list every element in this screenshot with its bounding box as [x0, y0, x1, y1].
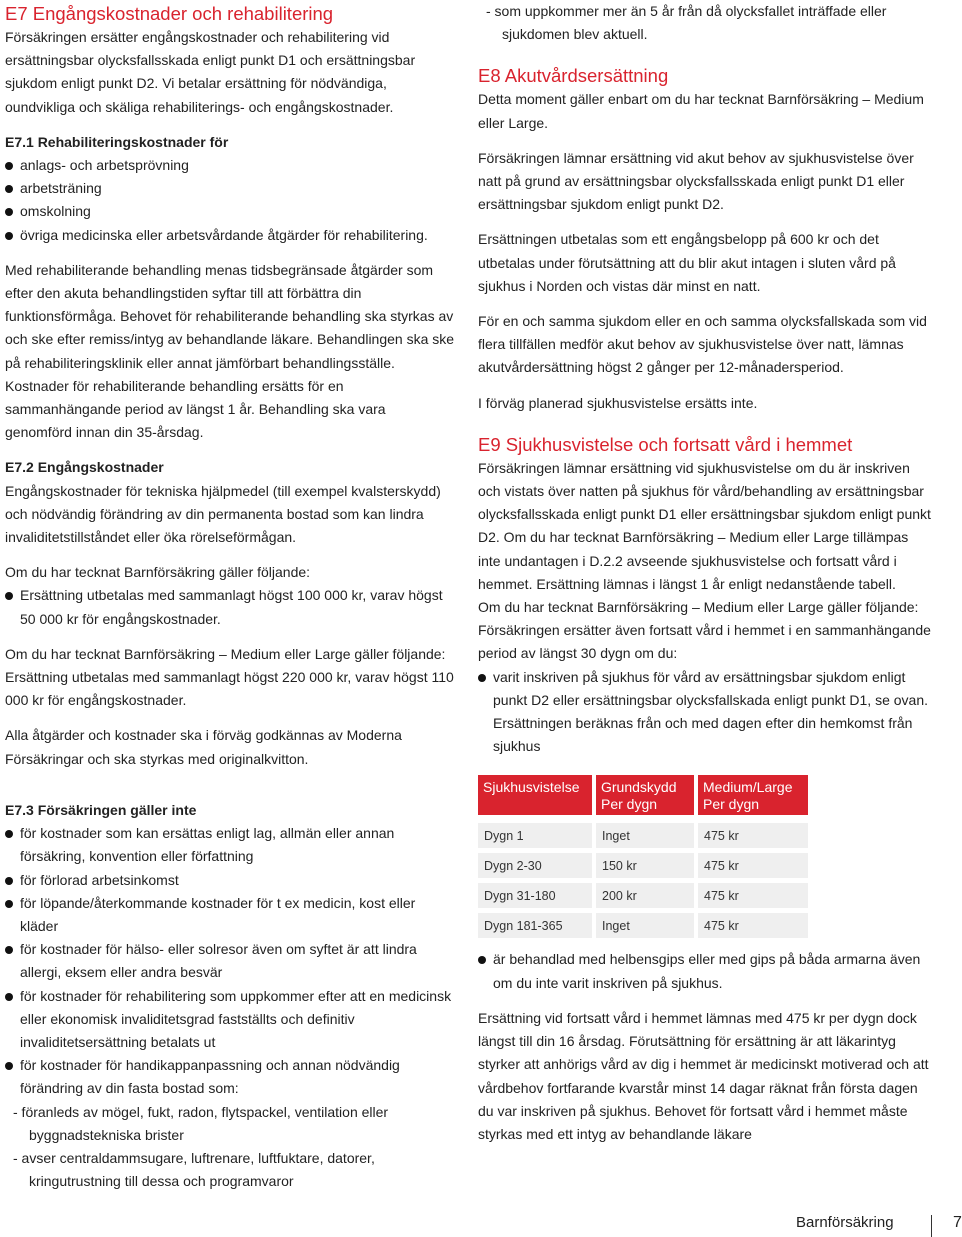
dash-item: - föranleds av mögel, fukt, radon, flytspackel, ventilation eller byggnadstekniska brister [13, 1103, 389, 1143]
right-column [478, 0, 933, 1146]
list-item: arbetsträning [5, 177, 455, 200]
table-cell: 200 kr [596, 883, 694, 908]
list-item: för löpande/återkommande kostnader för t ex medicin, kost eller kläder [5, 892, 455, 938]
e9-p2: Om du har tecknat Barnförsäkring – Medium eller Large gäller följande: Försäkringen ersätter även fortsatt vård i hemmet i en sammanhängande period av längst 30 dygn om du: [478, 599, 931, 662]
left-column [5, 0, 455, 1193]
e72-medium: Om du har tecknat Barnförsäkring – Medium eller Large gäller följande: Ersättning utbetalas med sammanlagt högst 220 000 kr, varav högst 110 000 kr för engångskostnader. [5, 645, 454, 709]
table-cell: 475 kr [698, 883, 808, 908]
e72-barn-list [5, 584, 455, 630]
dash-item: - som uppkommer mer än 5 år från då olycksfallet inträffade eller sjukdomen blev aktuell. [486, 3, 887, 43]
table-row [478, 883, 813, 908]
e71-text: Med rehabiliterande behandling menas tidsbegränsade åtgärder som efter den akuta behandlingstiden syftar till att förbättra din funktionsförmåga. Behovet för rehabiliterande behandling ska styrkas av och ske efter remiss/intyg av behandlande läkare. Behandlingen ska ske på rehabiliteringsklinik eller annat jämförbart behandlingsställe. Kostnader för rehabiliterande behandling ersätts för en sammanhängande period av längst 1 år. Behandling ska vara genomförd innan din 35-årsdag. [5, 261, 455, 441]
footer-brand-text: Barnförsäkring [796, 1214, 894, 1231]
e8-p1: Detta moment gäller enbart om du har tecknat Barnförsäkring – Medium eller Large. [478, 91, 924, 131]
e72-godkann: Alla åtgärder och kostnader ska i förväg godkännas av Moderna Försäkringar och ska styrkas med originalkvitton. [5, 727, 402, 767]
list-item: för kostnader för hälso- eller solresor även om syftet är att lindra allergi, eksem eller andra besvär [5, 938, 455, 984]
footer-divider [931, 1215, 932, 1237]
list-item: omskolning [5, 200, 455, 223]
e8-p2: Försäkringen lämnar ersättning vid akut behov av sjukhusvistelse över natt på grund av ersättningsbar olycksfallsskada enligt punkt D1 eller ersättningsbar sjukdom enligt punkt D2. [478, 149, 914, 213]
table-row [478, 823, 813, 848]
table-cell: Inget [596, 823, 694, 848]
list-item: anlags- och arbetsprövning [5, 154, 455, 177]
footer-brand [796, 1211, 894, 1234]
table-row [478, 913, 813, 938]
e72-heading: E7.2 Engångskostnader [5, 459, 164, 476]
e9-p3: Ersättning vid fortsatt vård i hemmet lämnas med 475 kr per dygn dock längst till din 16 årsdag. Förutsättning för ersättning är att läkarintyg styrker att anhörigs vård av dig i hemmet är medicinskt motiverad och att vårdbehov fortfarande kvarstår minst 14 dagar räknat från första dagen du var inskriven på sjukhus. Behovet för fortsatt vård i hemmet måste styrkas med ett intyg av behandlande läkare [478, 1009, 929, 1142]
list-item: för kostnader som kan ersättas enligt lag, allmän eller annan försäkring, konvention eller författning [5, 822, 455, 868]
table-header: Sjukhusvistelse [478, 775, 592, 815]
e7-intro: Försäkringen ersätter engångskostnader och rehabilitering vid ersättningsbar olycksfallsskada enligt punkt D1 och ersättningsbar sjukdom enligt punkt D2. Vi betalar ersättning för nödvändiga, oundvikliga och skäliga rehabiliterings- och engångskostnader. [5, 29, 416, 115]
table-cell: 150 kr [596, 853, 694, 878]
list-item [478, 666, 933, 759]
table-cell: Inget [596, 913, 694, 938]
list-item: Ersättning utbetalas med sammanlagt högst 100 000 kr, varav högst 50 000 kr för engångskostnader. [5, 584, 455, 630]
page-number: 7 [953, 1214, 962, 1231]
list-item: övriga medicinska eller arbetsvårdande åtgärder för rehabilitering. [5, 224, 455, 247]
table-cell: 475 kr [698, 913, 808, 938]
dash-item: - avser centraldammsugare, luftrenare, luftfuktare, datorer, kringutrustning till dessa och programvaror [13, 1149, 375, 1190]
e9-item1-text: varit inskriven på sjukhus för vård av ersättningsbar sjukdom enligt punkt D2 eller ersättningsbar olycksfallskada enligt punkt D1, se ovan. Ersättningen beräknas från och med dagen efter din hemkomst från sjukhus [493, 668, 929, 755]
list-item: är behandlad med helbensgips eller med gips på båda armarna även om du inte varit inskriven på sjukhus. [478, 948, 933, 994]
e71-list [5, 154, 455, 247]
e8-p4: För en och samma sjukdom eller en och samma olycksfallskada som vid flera tillfällen medför akut behov av sjukhusvistelse över natt, lämnas akutvårdersättning högst 2 gånger per 12-månadersperiod. [478, 313, 927, 376]
e71-heading: E7.1 Rehabiliteringskostnader för [5, 133, 229, 150]
list-item: för kostnader för rehabilitering som uppkommer efter att en medicinsk eller ekonomisk invaliditetsgrad fastställts och definitiv invaliditetsersättning betalats ut [5, 985, 455, 1055]
e8-p5: I förväg planerad sjukhusvistelse ersätts inte. [478, 394, 758, 411]
e8-title: E8 Akutvårdsersättning [478, 65, 669, 87]
e73-list [5, 822, 455, 1100]
e72-barn-intro: Om du har tecknat Barnförsäkring gäller följande: [5, 564, 311, 581]
list-item: för förlorad arbetsinkomst [5, 869, 455, 892]
e9-title: E9 Sjukhusvistelse och fortsatt vård i hemmet [478, 433, 853, 455]
e7-title: E7 Engångskostnader och rehabilitering [5, 3, 334, 24]
table-cell: 475 kr [698, 823, 808, 848]
e8-p3: Ersättningen utbetalas som ett engångsbelopp på 600 kr och det utbetalas under förutsättning att du blir akut intagen i sluten vård på sjukhus i Norden och vistas där minst en natt. [478, 231, 896, 294]
list-item: för kostnader för handikappanpassning och annan nödvändig förändring av din fasta bostad som: [5, 1054, 455, 1100]
e9-p1: Försäkringen lämnar ersättning vid sjukhusvistelse om du är inskriven och vistats över natten på sjukhus för vård/behandling av ersättningsbar olycksfallsskada enligt punkt D1 eller ersättningsbar sjukdom enligt punkt D2. Om du har tecknat Barnförsäkring – Medium eller Large tillämpas inte undantagen i D.2.2 avseende sjukhusvistelse och fortsatt vård i hemmet. Ersättning lämnas i längst 1 år enligt nedanstående tabell. [478, 459, 931, 592]
table-header: Grundskydd Per dygn [596, 775, 694, 815]
table-row [478, 853, 813, 878]
table-header: Medium/Large Per dygn [698, 775, 808, 815]
table-cell: Dygn 31-180 [478, 883, 592, 908]
e73-dash-list [5, 1101, 455, 1194]
e72-text: Engångskostnader för tekniska hjälpmedel (till exempel kvalsterskydd) och nödvändig förändring av din permanenta bostad som kan lindra invaliditetstillståndet eller öka rörelseförmågan. [5, 482, 441, 546]
table-cell: Dygn 181-365 [478, 913, 592, 938]
table-cell: Dygn 1 [478, 823, 592, 848]
top-dash-list [478, 0, 933, 46]
table-cell: 475 kr [698, 853, 808, 878]
table-header-row [478, 775, 813, 815]
table-cell: Dygn 2-30 [478, 853, 592, 878]
e73-heading: E7.3 Försäkringen gäller inte [5, 801, 197, 818]
sjukhus-table [478, 775, 813, 943]
